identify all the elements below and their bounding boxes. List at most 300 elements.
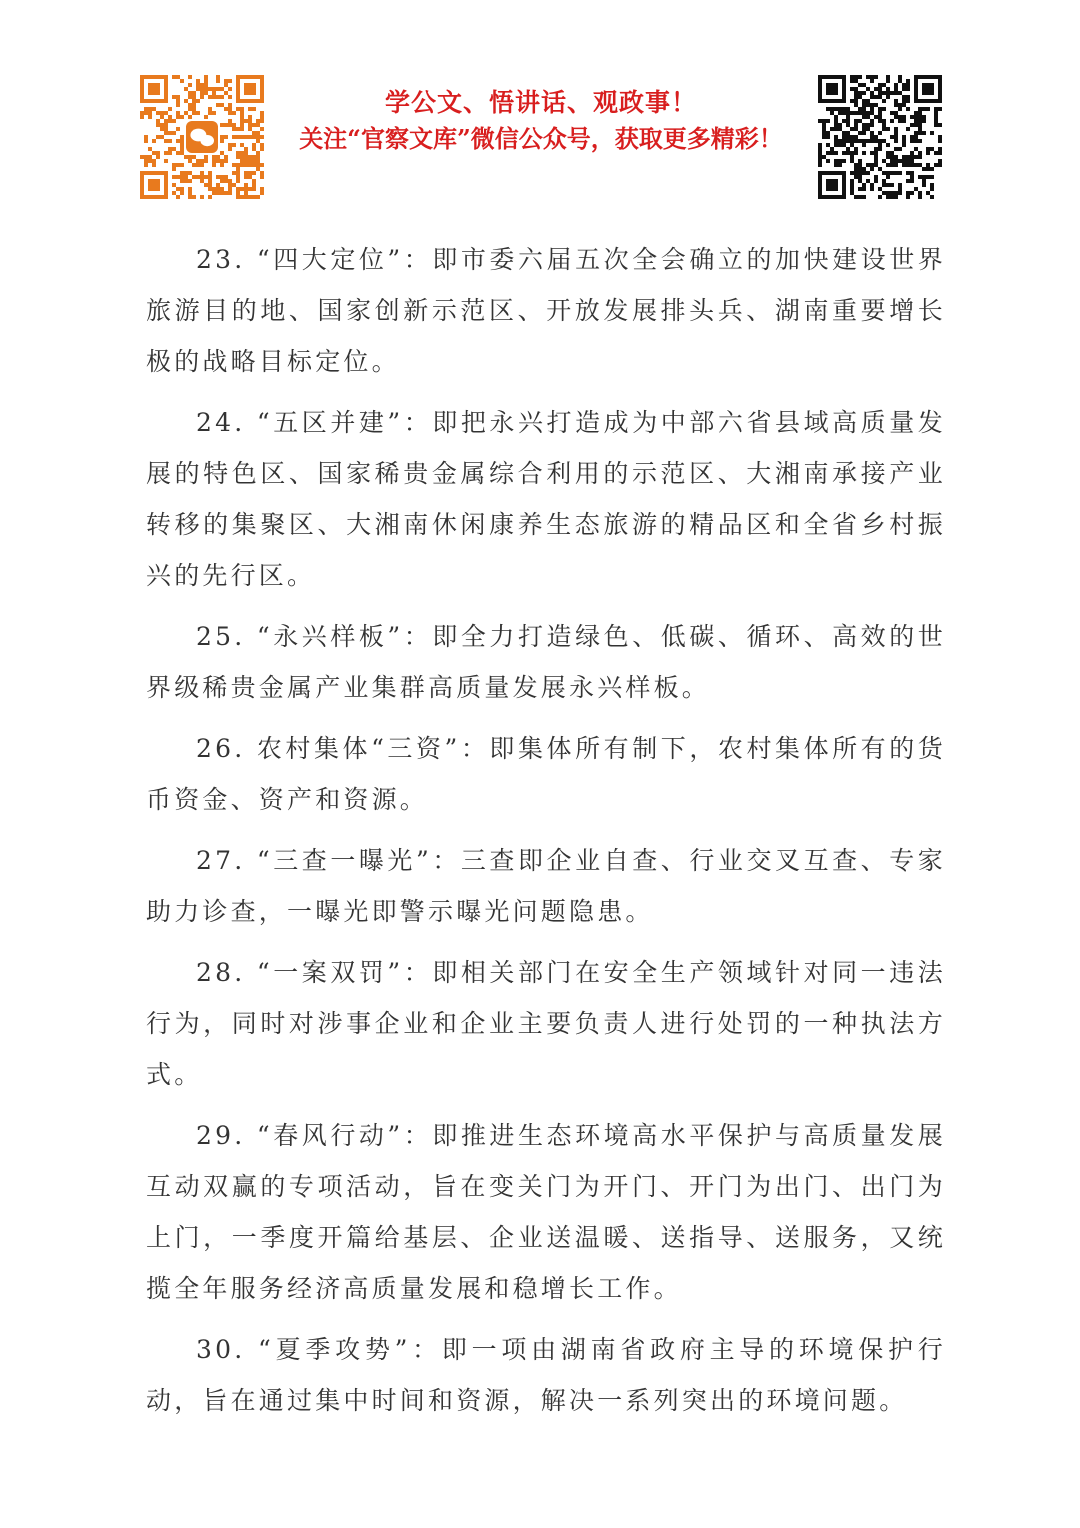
qr-module — [834, 159, 838, 163]
qr-module — [184, 179, 188, 183]
qr-module — [208, 95, 212, 99]
qr-module — [858, 187, 862, 191]
qr-module — [850, 87, 854, 91]
qr-module — [918, 119, 922, 123]
qr-module — [846, 111, 850, 115]
qr-module — [898, 171, 902, 175]
qr-module — [188, 179, 192, 183]
qr-module — [910, 175, 914, 179]
qr-module — [164, 159, 168, 163]
qr-module — [858, 195, 862, 199]
qr-module — [204, 87, 208, 91]
qr-module — [180, 135, 184, 139]
qr-module — [850, 143, 854, 147]
qr-module — [172, 175, 176, 179]
qr-module — [224, 155, 228, 159]
qr-module — [200, 95, 204, 99]
qr-module — [914, 163, 918, 167]
qr-module — [846, 131, 850, 135]
qr-module — [858, 111, 862, 115]
qr-module — [188, 103, 192, 107]
qr-module — [918, 155, 922, 159]
qr-module — [220, 87, 224, 91]
qr-module — [886, 75, 890, 79]
qr-module — [894, 195, 898, 199]
qr-code-image — [140, 75, 264, 199]
qr-module — [244, 155, 248, 159]
qr-module — [854, 167, 858, 171]
qr-module — [930, 167, 934, 171]
qr-module — [212, 187, 216, 191]
qr-module — [200, 83, 204, 87]
qr-module — [148, 115, 152, 119]
qr-module — [862, 103, 866, 107]
qr-module — [858, 95, 862, 99]
qr-module — [846, 135, 850, 139]
qr-module — [870, 103, 874, 107]
qr-module — [818, 159, 822, 163]
qr-module — [866, 87, 870, 91]
qr-module — [220, 191, 224, 195]
qr-module — [870, 91, 874, 95]
qr-module — [204, 115, 208, 119]
qr-module — [228, 147, 232, 151]
qr-module — [862, 187, 866, 191]
qr-module — [894, 135, 898, 139]
document-body — [146, 234, 946, 1436]
qr-module — [220, 187, 224, 191]
qr-module — [256, 195, 260, 199]
qr-module — [882, 123, 886, 127]
qr-module — [890, 111, 894, 115]
qr-module — [858, 107, 862, 111]
qr-module — [176, 187, 180, 191]
qr-module — [882, 171, 886, 175]
qr-module — [846, 123, 850, 127]
qr-module — [256, 151, 260, 155]
qr-module — [914, 155, 918, 159]
qr-module — [906, 87, 910, 91]
qr-module — [926, 147, 930, 151]
qr-module — [256, 131, 260, 135]
qr-module — [172, 95, 176, 99]
qr-module — [902, 103, 906, 107]
qr-module — [846, 119, 850, 123]
qr-module — [878, 167, 882, 171]
qr-module — [854, 135, 858, 139]
qr-module — [870, 167, 874, 171]
qr-module — [910, 171, 914, 175]
qr-module — [874, 151, 878, 155]
qr-module — [862, 123, 866, 127]
qr-module — [938, 135, 942, 139]
qr-module — [168, 139, 172, 143]
qr-module — [244, 147, 248, 151]
qr-module — [922, 115, 926, 119]
qr-module — [236, 155, 240, 159]
qr-module — [882, 191, 886, 195]
qr-module — [224, 179, 228, 183]
qr-module — [176, 115, 180, 119]
qr-module — [156, 135, 160, 139]
qr-module — [148, 155, 152, 159]
qr-module — [890, 171, 894, 175]
qr-module — [918, 139, 922, 143]
term-definition-30: 30. “夏季攻势”：即一项由湖南省政府主导的环境保护行动，旨在通过集中时间和资源，解决一系列突出的环境问题。 — [146, 1335, 946, 1415]
qr-module — [204, 155, 208, 159]
qr-module — [180, 143, 184, 147]
qr-module — [834, 123, 838, 127]
qr-module — [236, 127, 240, 131]
qr-module — [906, 99, 910, 103]
qr-module — [902, 159, 906, 163]
qr-module — [212, 95, 216, 99]
qr-module — [208, 187, 212, 191]
qr-module — [930, 175, 934, 179]
qr-module — [894, 99, 898, 103]
qr-module — [822, 131, 826, 135]
qr-module — [248, 155, 252, 159]
qr-module — [906, 179, 910, 183]
qr-module — [248, 187, 252, 191]
qr-module — [846, 115, 850, 119]
qr-module — [212, 163, 216, 167]
qr-module — [834, 115, 838, 119]
qr-module — [914, 115, 918, 119]
qr-module — [858, 91, 862, 95]
qr-module — [874, 75, 878, 79]
qr-module — [886, 95, 890, 99]
qr-module — [922, 183, 926, 187]
qr-module — [224, 83, 228, 87]
qr-module — [244, 171, 248, 175]
slogan-line-1: 学公文、悟讲话、观政事！ — [384, 88, 697, 117]
qr-module — [870, 131, 874, 135]
qr-module — [934, 151, 938, 155]
qr-module — [200, 179, 204, 183]
qr-module — [208, 111, 212, 115]
qr-module — [906, 95, 910, 99]
qr-module — [886, 163, 890, 167]
qr-module — [196, 175, 200, 179]
qr-module — [886, 143, 890, 147]
qr-module — [874, 179, 878, 183]
qr-module — [160, 127, 164, 131]
qr-module — [192, 103, 196, 107]
qr-module — [204, 159, 208, 163]
qr-module — [858, 131, 862, 135]
qr-module — [228, 119, 232, 123]
qr-module — [160, 135, 164, 139]
qr-module — [220, 123, 224, 127]
qr-module — [918, 111, 922, 115]
qr-module — [938, 139, 942, 143]
qr-module — [854, 139, 858, 143]
qr-module — [874, 115, 878, 119]
chat-bubble-icon — [200, 135, 214, 146]
qr-module — [196, 79, 200, 83]
qr-module — [898, 183, 902, 187]
qr-module — [188, 107, 192, 111]
qr-module — [826, 119, 830, 123]
qr-module — [140, 115, 144, 119]
qr-module — [874, 87, 878, 91]
qr-module — [830, 107, 834, 111]
qr-module — [188, 155, 192, 159]
qr-module — [204, 175, 208, 179]
term-definition-25: 25. “永兴样板”：即全力打造绿色、低碳、循环、高效的世界级稀贵金属产业集群高质量发展永兴样板。 — [146, 622, 946, 702]
qr-module — [216, 103, 220, 107]
qr-module — [906, 171, 910, 175]
term-definition-29: 29. “春风行动”：即推进生态环境高水平保护与高质量发展互动双赢的专项活动，旨在变关门为开门、开门为出门、出门为上门，一季度开篇给基层、企业送温暖、送指导、送服务，又统揽全年服务经济高质量发展和稳增长工作。 — [146, 1121, 946, 1303]
qr-module — [244, 119, 248, 123]
term-definition-26: 26. 农村集体“三资”：即集体所有制下，农村集体所有的货币资金、资产和资源。 — [146, 734, 946, 814]
qr-module — [858, 175, 862, 179]
qr-module — [236, 191, 240, 195]
qr-module — [212, 155, 216, 159]
qr-module — [212, 159, 216, 163]
qr-module — [256, 167, 260, 171]
qr-module — [184, 175, 188, 179]
qr-module — [938, 123, 942, 127]
qr-module — [216, 183, 220, 187]
qr-module — [232, 183, 236, 187]
qr-module — [188, 187, 192, 191]
qr-module — [934, 115, 938, 119]
qr-module — [212, 191, 216, 195]
qr-module — [886, 79, 890, 83]
qr-module — [834, 135, 838, 139]
qr-module — [850, 187, 854, 191]
qr-module — [834, 139, 838, 143]
qr-module — [850, 159, 854, 163]
qr-module — [826, 151, 830, 155]
qr-module — [866, 99, 870, 103]
qr-module — [934, 163, 938, 167]
qr-module — [842, 119, 846, 123]
qr-module — [926, 167, 930, 171]
qr-module — [822, 119, 826, 123]
qr-module — [914, 123, 918, 127]
qr-module — [208, 107, 212, 111]
qr-module — [878, 115, 882, 119]
qr-module — [934, 119, 938, 123]
qr-module — [168, 115, 172, 119]
qr-code-image — [818, 75, 942, 199]
qr-module — [890, 159, 894, 163]
qr-module — [910, 115, 914, 119]
qr-module — [842, 107, 846, 111]
qr-module — [208, 195, 212, 199]
qr-module — [926, 175, 930, 179]
qr-module — [192, 95, 196, 99]
qr-module — [850, 151, 854, 155]
qr-module — [212, 87, 216, 91]
qr-module — [902, 115, 906, 119]
qr-module — [184, 155, 188, 159]
qr-module — [236, 187, 240, 191]
qr-module — [818, 151, 822, 155]
qr-module — [866, 179, 870, 183]
qr-module — [256, 155, 260, 159]
qr-module — [902, 139, 906, 143]
qr-module — [862, 127, 866, 131]
qr-module — [180, 179, 184, 183]
qr-module — [180, 187, 184, 191]
qr-module — [866, 163, 870, 167]
qr-module — [914, 187, 918, 191]
qr-module — [172, 131, 176, 135]
qr-module — [172, 147, 176, 151]
qr-module — [180, 163, 184, 167]
qr-module — [240, 123, 244, 127]
qr-module — [248, 195, 252, 199]
qr-module — [232, 123, 236, 127]
qr-module — [894, 171, 898, 175]
qr-module — [874, 147, 878, 151]
qr-module — [890, 155, 894, 159]
qr-module — [184, 99, 188, 103]
qr-module — [228, 79, 232, 83]
qr-module — [144, 163, 148, 167]
qr-module — [914, 119, 918, 123]
qr-module — [922, 179, 926, 183]
qr-module — [902, 95, 906, 99]
qr-module — [240, 135, 244, 139]
qr-module — [168, 119, 172, 123]
qr-module — [930, 187, 934, 191]
qr-module — [822, 135, 826, 139]
qr-module — [180, 151, 184, 155]
qr-module — [164, 131, 168, 135]
qr-module — [208, 87, 212, 91]
qr-module — [252, 123, 256, 127]
qr-module — [862, 83, 866, 87]
qr-module — [894, 115, 898, 119]
term-definition-23: 23. “四大定位”：即市委六届五次全会确立的加快建设世界旅游目的地、国家创新示范区、开放发展排头兵、湖南重要增长极的战略目标定位。 — [146, 245, 946, 376]
qr-module — [886, 127, 890, 131]
qr-module — [870, 135, 874, 139]
qr-module — [894, 159, 898, 163]
qr-module — [156, 111, 160, 115]
wechat-qr-code-right[interactable] — [818, 75, 942, 199]
qr-module — [926, 163, 930, 167]
qr-module — [168, 151, 172, 155]
qr-module — [870, 119, 874, 123]
qr-module — [822, 123, 826, 127]
qr-module — [854, 151, 858, 155]
qr-module — [898, 75, 902, 79]
qr-module — [846, 147, 850, 151]
qr-module — [902, 83, 906, 87]
qr-module — [890, 135, 894, 139]
qr-module — [882, 159, 886, 163]
qr-module — [918, 175, 922, 179]
qr-module — [886, 87, 890, 91]
qr-module — [248, 107, 252, 111]
qr-module — [204, 79, 208, 83]
qr-module — [854, 127, 858, 131]
qr-module — [846, 139, 850, 143]
qr-module — [882, 83, 886, 87]
qr-module — [256, 135, 260, 139]
qr-module — [854, 91, 858, 95]
qr-module — [176, 75, 180, 79]
qr-module — [212, 91, 216, 95]
qr-module — [180, 79, 184, 83]
qr-module — [196, 159, 200, 163]
qr-module — [188, 91, 192, 95]
qr-finder-inner — [826, 179, 838, 191]
qr-module — [918, 163, 922, 167]
qr-module — [870, 107, 874, 111]
qr-module — [180, 139, 184, 143]
qr-module — [922, 175, 926, 179]
qr-module — [196, 83, 200, 87]
qr-module — [874, 163, 878, 167]
qr-module — [152, 163, 156, 167]
slogan-line-2: 关注“官察文库”微信公众号，获取更多精彩！ — [299, 124, 783, 153]
qr-module — [850, 139, 854, 143]
qr-module — [898, 103, 902, 107]
qr-module — [184, 171, 188, 175]
qr-module — [244, 163, 248, 167]
qr-module — [890, 91, 894, 95]
qr-module — [228, 103, 232, 107]
qr-module — [244, 191, 248, 195]
qr-module — [890, 183, 894, 187]
qr-module — [878, 119, 882, 123]
qr-module — [200, 171, 204, 175]
qr-module — [854, 171, 858, 175]
qr-module — [874, 159, 878, 163]
qr-module — [818, 147, 822, 151]
qr-module — [240, 155, 244, 159]
promo-header — [140, 75, 940, 200]
qr-module — [168, 147, 172, 151]
qr-module — [934, 123, 938, 127]
qr-module — [236, 175, 240, 179]
qr-module — [922, 119, 926, 123]
qr-module — [220, 95, 224, 99]
qr-module — [858, 163, 862, 167]
qr-module — [898, 147, 902, 151]
qr-module — [854, 79, 858, 83]
qr-module — [850, 127, 854, 131]
qr-module — [826, 107, 830, 111]
qr-module — [906, 163, 910, 167]
qr-module — [918, 151, 922, 155]
qr-module — [858, 83, 862, 87]
qr-module — [228, 87, 232, 91]
qr-module — [152, 139, 156, 143]
qr-module — [890, 191, 894, 195]
qr-module — [842, 135, 846, 139]
qr-module — [886, 195, 890, 199]
qr-module — [180, 191, 184, 195]
qr-module — [192, 175, 196, 179]
qr-module — [830, 151, 834, 155]
qr-module — [818, 143, 822, 147]
qr-module — [882, 139, 886, 143]
qr-module — [918, 107, 922, 111]
wechat-qr-code-left[interactable] — [140, 75, 264, 199]
qr-module — [934, 107, 938, 111]
qr-module — [878, 95, 882, 99]
qr-module — [248, 123, 252, 127]
qr-module — [172, 119, 176, 123]
qr-module — [914, 111, 918, 115]
